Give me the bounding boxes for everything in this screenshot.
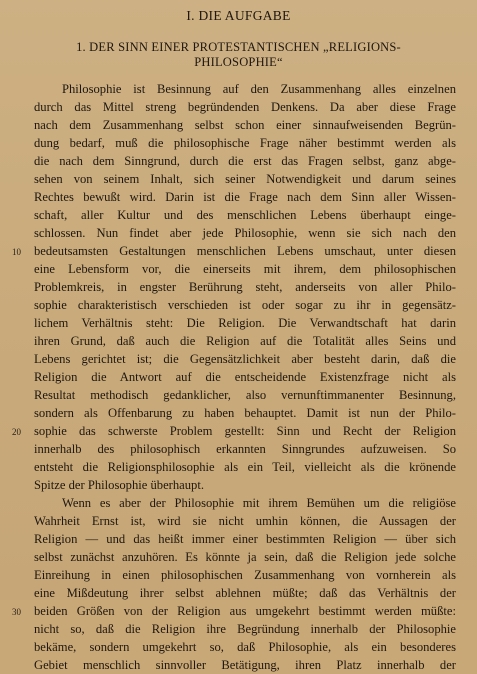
text-line: lichem Verhältnis steht: Die Religion. Die Verwandtschaft hat darin [34,316,456,330]
section-title [0,40,477,70]
text-line: Problemkreis, in engster Berührung steht, anderseits von aller Philo- [34,280,456,294]
text-line: eine Lebensform vor, die einerseits mit ihrem, dem philosophischen [34,262,456,276]
text-line: Wahrheit Ernst ist, wird sie nicht umhin können, die Aussagen der [34,514,456,528]
text-line: sophie charakteristisch verschieden ist oder sogar zu ihr in gegensätz- [34,298,456,312]
text-line: nicht so, daß die Religion ihre Begründung innerhalb der Philosophie [34,622,456,636]
text-line: Einreihung in einen philosophischen Zusammenhang von vornherein als [34,568,456,582]
text-line: eine Mißdeutung ihrer selbst ablehnen müßte; daß das Verhältnis der [34,586,456,600]
text-line: Religion die Antwort auf die entscheidende Existenzfrage nicht als [34,370,456,384]
text-line: Gebiet menschlich sinnvoller Betätigung, ihren Platz innerhalb der [34,658,456,672]
text-line: innerhalb des philosophisch erkannten Sinngrundes aufzuweisen. So [34,442,456,456]
text-line: sehen von seinem Inhalt, sich seiner Notwendigkeit und darum seines [34,172,456,186]
text-line: nach dem Zusammenhang selbst schon einer sinnaufweisenden Begrün- [34,118,456,132]
line-number-30: 30 [12,607,21,617]
text-line: Religion — und das heißt immer einer bestimmten Religion — über sich [34,532,456,546]
text-line: selbst zunächst anzuhören. Es könnte ja sein, daß die Religion jede solche [34,550,456,564]
text-line: Rechtes bewußt wird. Darin ist die Frage nach dem Sinn aller Wissen- [34,190,456,204]
text-line: sondern als Offenbarung zu haben behauptet. Damit ist nun der Philo- [34,406,456,420]
line-number-20: 20 [12,427,21,437]
text-line: Philosophie ist Besinnung auf den Zusammenhang alles einzelnen [62,82,456,96]
text-line: durch das Mittel streng begründenden Denkens. Da aber diese Frage [34,100,456,114]
text-line: ihren Grund, daß auch die Religion auf die Totalität alles Seins und [34,334,456,348]
text-line: beiden Größen von der Religion aus umgekehrt bestimmt werden müßte: [34,604,456,618]
text-line: Lebens gerichtet ist; die Gegensätzlichkeit aber besteht darin, daß die [34,352,456,366]
section-title-line-1: 1. DER SINN EINER PROTESTANTISCHEN „RELIGIONS- [76,40,401,54]
text-line: Spitze der Philosophie überhaupt. [34,478,204,492]
text-line: bekäme, sondern umgekehrt so, daß Philosophie, als ein besonderes [34,640,456,654]
line-number-10: 10 [12,247,21,257]
section-title-line-2: PHILOSOPHIE“ [194,55,283,69]
chapter-title: I. DIE AUFGABE [186,8,291,23]
text-line: schlossen. Nun findet aber jede Philosophie, wenn sie sich nach den [34,226,456,240]
text-line: entsteht die Religionsphilosophie als ein Teil, vielleicht als die krönende [34,460,456,474]
text-line: bedeutsamsten Gestaltungen menschlichen Lebens umschaut, unter diesen [34,244,456,258]
text-line: dung bedarf, muß die philosophische Frage näher bestimmt werden als [34,136,456,150]
text-line: sophie das schwerste Problem gestellt: Sinn und Recht der Religion [34,424,456,438]
text-line: Wenn es aber der Philosophie mit ihrem Bemühen um die religiöse [62,496,456,510]
text-line: die nach dem Sinngrund, durch die erst das Fragen selbst, ganz abge- [34,154,456,168]
text-line: Resultat methodisch gedanklicher, also vernunftimmanenter Besinnung, [34,388,456,402]
text-line: schaft, aller Kultur und des menschlichen Lebens überhaupt einge- [34,208,456,222]
